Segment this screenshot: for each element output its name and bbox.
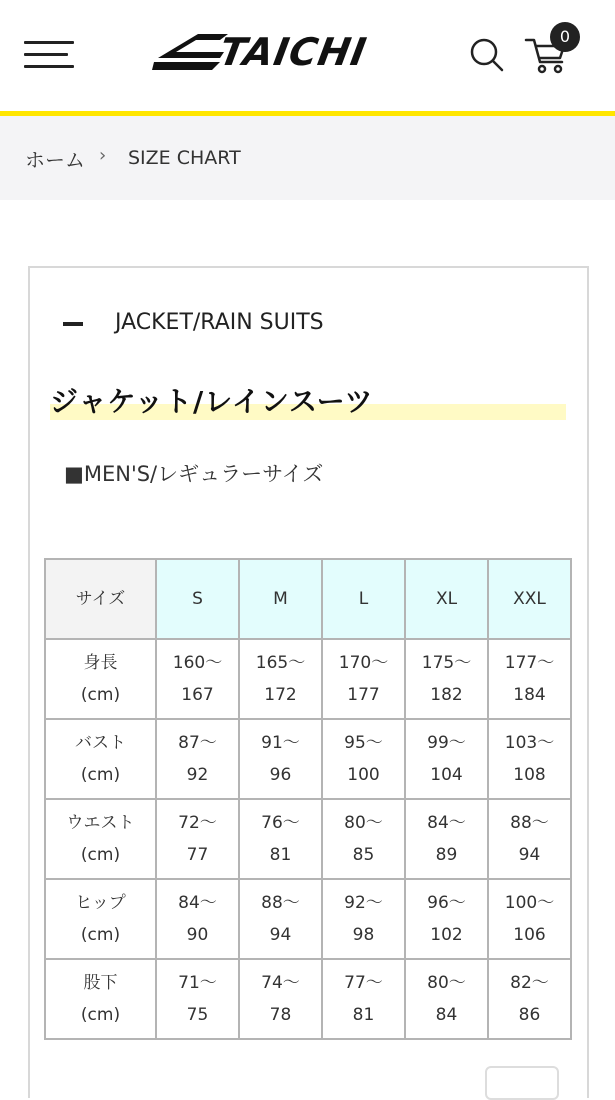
size-value-cell <box>322 799 405 879</box>
range-max: 86 <box>518 1005 541 1025</box>
size-value-cell <box>405 879 488 959</box>
size-value-cell <box>322 719 405 799</box>
range-max: 89 <box>435 845 458 865</box>
range-min: 91〜 <box>261 733 300 753</box>
range-max: 177 <box>347 685 380 705</box>
table-row <box>45 879 571 959</box>
size-header-row <box>45 559 571 639</box>
size-header-label: サイズ <box>45 559 156 639</box>
range-min: 87〜 <box>178 733 217 753</box>
range-max: 85 <box>352 845 375 865</box>
search-icon[interactable] <box>468 36 508 76</box>
size-chart-panel <box>28 266 589 1098</box>
size-value-cell <box>239 959 322 1039</box>
range-max: 94 <box>269 925 292 945</box>
range-min: 80〜 <box>427 973 466 993</box>
measurement-name: ヒップ <box>75 893 126 913</box>
size-header-cell: XL <box>405 559 488 639</box>
range-min: 103〜 <box>504 733 555 753</box>
range-max: 94 <box>518 845 541 865</box>
scroll-top-button[interactable] <box>485 1066 559 1100</box>
measurement-unit: (cm) <box>80 845 121 865</box>
size-value-cell <box>156 799 239 879</box>
size-value-cell <box>488 879 571 959</box>
size-value-cell <box>239 879 322 959</box>
range-max: 77 <box>186 845 209 865</box>
measurement-name: バスト <box>75 733 126 753</box>
range-min: 160〜 <box>172 653 223 673</box>
site-header <box>0 0 615 116</box>
measurement-unit: (cm) <box>80 1005 121 1025</box>
range-max: 102 <box>430 925 463 945</box>
range-min: 74〜 <box>261 973 300 993</box>
range-min: 71〜 <box>178 973 217 993</box>
size-category-label: ■MEN'S/レギュラーサイズ <box>64 462 324 486</box>
breadcrumb-current: SIZE CHART <box>128 147 241 169</box>
range-min: 96〜 <box>427 893 466 913</box>
measurement-label <box>45 639 156 719</box>
size-header-cell: XXL <box>488 559 571 639</box>
range-max: 81 <box>269 845 292 865</box>
size-value-cell <box>488 799 571 879</box>
measurement-label <box>45 719 156 799</box>
range-max: 75 <box>186 1005 209 1025</box>
range-max: 90 <box>186 925 209 945</box>
cart-count-badge: 0 <box>550 22 580 52</box>
range-min: 95〜 <box>344 733 383 753</box>
range-min: 100〜 <box>504 893 555 913</box>
size-value-cell <box>156 959 239 1039</box>
minus-icon[interactable] <box>63 322 83 326</box>
range-min: 88〜 <box>261 893 300 913</box>
range-max: 98 <box>352 925 375 945</box>
size-value-cell <box>405 959 488 1039</box>
range-min: 84〜 <box>427 813 466 833</box>
measurement-name: ウエスト <box>66 813 135 833</box>
table-row <box>45 639 571 719</box>
range-min: 72〜 <box>178 813 217 833</box>
range-max: 100 <box>347 765 380 785</box>
breadcrumb-home-link[interactable]: ホーム <box>25 148 85 172</box>
size-header-cell: M <box>239 559 322 639</box>
range-min: 84〜 <box>178 893 217 913</box>
chevron-right-icon: › <box>99 145 107 166</box>
measurement-label <box>45 879 156 959</box>
logo-text: TAICHI <box>216 30 371 74</box>
range-min: 77〜 <box>344 973 383 993</box>
range-max: 182 <box>430 685 463 705</box>
range-min: 170〜 <box>338 653 389 673</box>
range-min: 165〜 <box>255 653 306 673</box>
table-row <box>45 959 571 1039</box>
measurement-unit: (cm) <box>80 925 121 945</box>
range-max: 184 <box>513 685 546 705</box>
measurement-label <box>45 959 156 1039</box>
hamburger-menu-icon[interactable] <box>24 40 74 70</box>
measurement-label <box>45 799 156 879</box>
range-max: 84 <box>435 1005 458 1025</box>
range-min: 82〜 <box>510 973 549 993</box>
measurement-unit: (cm) <box>80 685 121 705</box>
size-header-cell: S <box>156 559 239 639</box>
size-header-cell: L <box>322 559 405 639</box>
size-value-cell <box>322 879 405 959</box>
range-min: 80〜 <box>344 813 383 833</box>
section-title: ジャケット/レインスーツ <box>50 385 374 418</box>
size-value-cell <box>156 719 239 799</box>
range-max: 78 <box>269 1005 292 1025</box>
range-max: 104 <box>430 765 463 785</box>
measurement-name: 股下 <box>83 973 118 993</box>
range-min: 175〜 <box>421 653 472 673</box>
taichi-logo[interactable] <box>150 28 442 76</box>
range-max: 96 <box>269 765 292 785</box>
size-value-cell <box>405 799 488 879</box>
range-max: 106 <box>513 925 546 945</box>
range-max: 108 <box>513 765 546 785</box>
measurement-name: 身長 <box>83 653 118 673</box>
range-max: 92 <box>186 765 209 785</box>
range-min: 88〜 <box>510 813 549 833</box>
size-value-cell <box>488 639 571 719</box>
measurement-unit: (cm) <box>80 765 121 785</box>
size-value-cell <box>239 719 322 799</box>
range-max: 81 <box>352 1005 375 1025</box>
range-min: 76〜 <box>261 813 300 833</box>
size-value-cell <box>405 639 488 719</box>
table-row <box>45 799 571 879</box>
size-value-cell <box>405 719 488 799</box>
size-value-cell <box>322 959 405 1039</box>
size-value-cell <box>239 799 322 879</box>
range-max: 172 <box>264 685 297 705</box>
size-value-cell <box>488 719 571 799</box>
range-min: 99〜 <box>427 733 466 753</box>
range-max: 167 <box>181 685 214 705</box>
size-value-cell <box>156 639 239 719</box>
size-value-cell <box>156 879 239 959</box>
size-value-cell <box>322 639 405 719</box>
range-min: 92〜 <box>344 893 383 913</box>
table-row <box>45 719 571 799</box>
breadcrumb <box>0 116 615 200</box>
accordion-title[interactable]: JACKET/RAIN SUITS <box>115 310 324 335</box>
size-table <box>44 558 572 1040</box>
size-value-cell <box>488 959 571 1039</box>
size-value-cell <box>239 639 322 719</box>
range-min: 177〜 <box>504 653 555 673</box>
